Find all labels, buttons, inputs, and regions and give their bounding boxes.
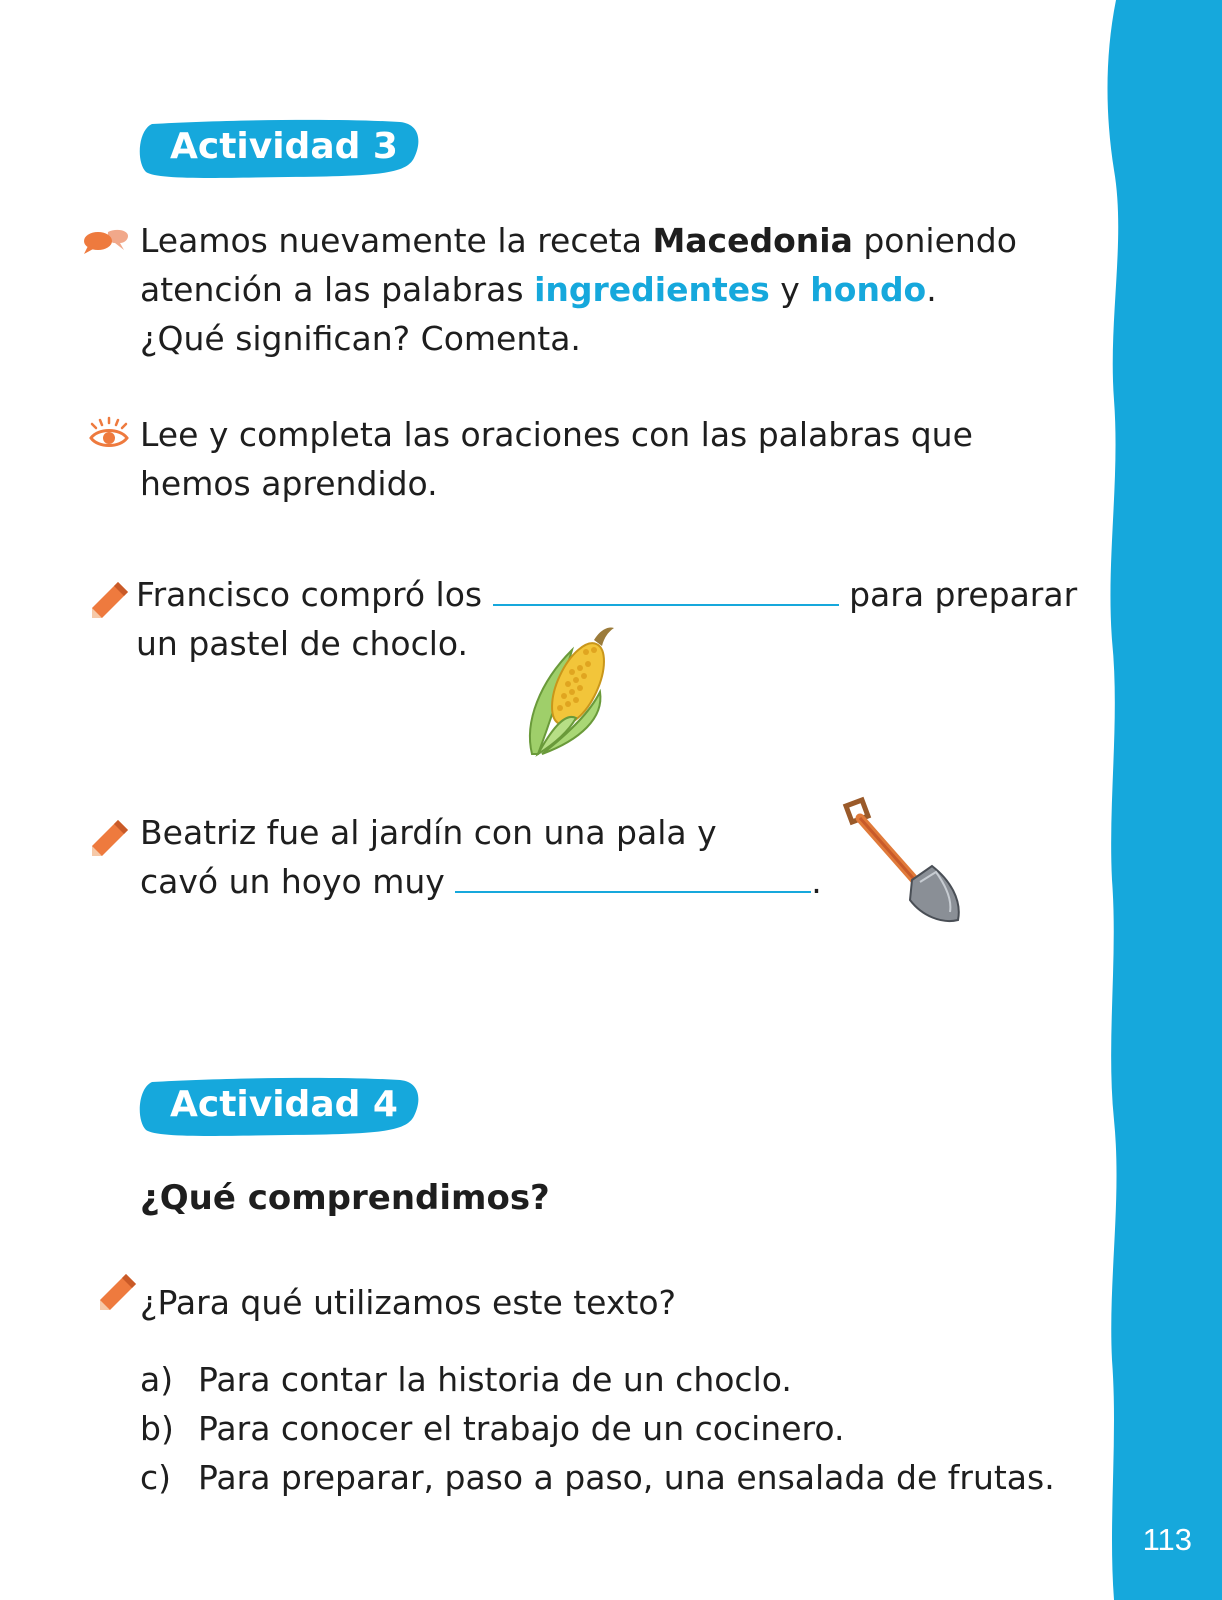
option-a[interactable] [140, 1360, 792, 1399]
question-text: ¿Para qué utilizamos este texto? [140, 1283, 677, 1322]
text-segment: para preparar [838, 575, 1078, 614]
page-number: 113 [1142, 1522, 1192, 1557]
option-letter: c) [140, 1458, 172, 1497]
activity-3-instruction-1 [140, 216, 1017, 363]
answer-blank-2[interactable] [455, 863, 811, 893]
question-line: ¿Qué significan? Comenta. [140, 319, 581, 358]
text-segment: Francisco compró los [136, 575, 493, 614]
eye-icon [88, 416, 130, 450]
option-text: Para contar la historia de un choclo. [198, 1360, 792, 1399]
activity-4-header [138, 1076, 424, 1138]
text-segment: . [811, 862, 822, 901]
text-segment: cavó un hoyo muy [140, 862, 456, 901]
text-segment: . [926, 270, 937, 309]
activity-3-header [138, 118, 424, 180]
sentence-2 [140, 808, 822, 906]
text-segment: poniendo [852, 221, 1017, 260]
pencil-icon [98, 1272, 138, 1312]
activity-3-instruction-2 [140, 410, 973, 508]
side-band [1102, 0, 1222, 1600]
corn-illustration [520, 622, 630, 762]
shovel-illustration [832, 796, 980, 936]
option-text: Para preparar, paso a paso, una ensalada de frutas. [198, 1458, 1055, 1497]
pencil-icon [90, 580, 130, 620]
option-letter: b) [140, 1409, 174, 1448]
keyword-macedonia: Macedonia [652, 221, 853, 260]
answer-blank-1[interactable] [493, 576, 839, 606]
speech-bubbles-icon [82, 226, 132, 256]
section-subtitle: ¿Qué comprendimos? [140, 1178, 550, 1218]
option-c[interactable] [140, 1458, 1055, 1497]
text-line: un pastel de choclo. [136, 624, 468, 663]
option-text: Para conocer el trabajo de un cocinero. [198, 1409, 845, 1448]
text-line: Beatriz fue al jardín con una pala y [140, 813, 717, 852]
keyword-hondo: hondo [810, 270, 927, 309]
text-line: hemos aprendido. [140, 464, 438, 503]
keyword-ingredientes: ingredientes [534, 270, 770, 309]
option-letter: a) [140, 1360, 174, 1399]
pencil-icon [90, 818, 130, 858]
text-segment: y [769, 270, 811, 309]
text-segment: Leamos nuevamente la receta [140, 221, 653, 260]
activity-4-label: Actividad 4 [170, 1084, 398, 1125]
activity-3-label: Actividad 3 [170, 126, 398, 167]
text-line: Lee y completa las oraciones con las palabras que [140, 415, 973, 454]
option-b[interactable] [140, 1409, 844, 1448]
text-segment: atención a las palabras [140, 270, 535, 309]
